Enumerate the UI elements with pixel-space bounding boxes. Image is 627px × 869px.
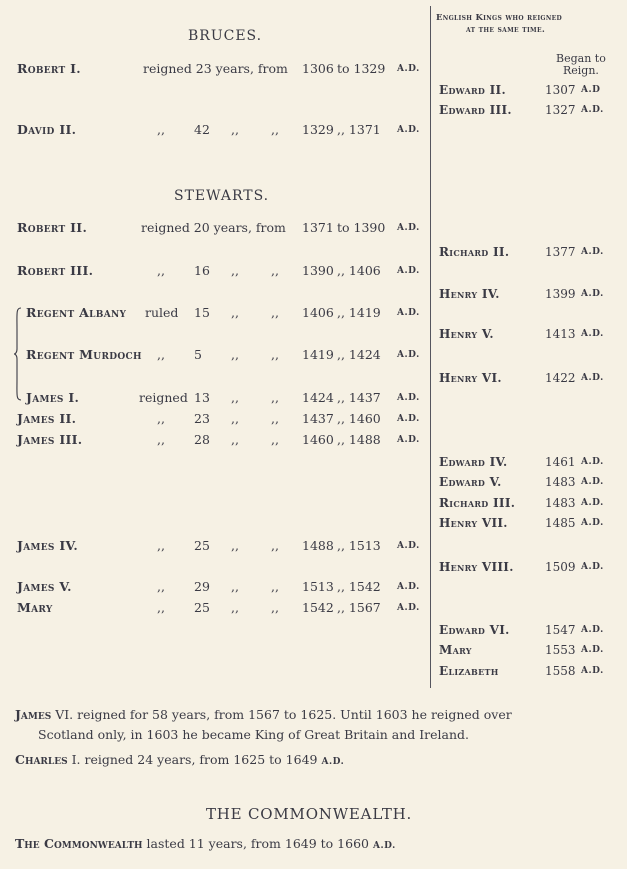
regency-brace <box>14 307 22 401</box>
scottish-name: James III. <box>17 432 83 447</box>
english-ad: A.D. <box>581 477 604 487</box>
scottish-ditto-2: ,, <box>271 579 279 594</box>
scottish-years: 13 <box>194 390 210 405</box>
scottish-ditto-1: ,, <box>231 538 239 553</box>
english-year: 1547 <box>545 623 576 637</box>
scottish-from: 1390 <box>302 263 334 278</box>
scottish-to: ,, 1542 <box>337 579 381 594</box>
english-name: Edward III. <box>439 103 512 117</box>
english-name: Mary <box>439 643 472 657</box>
scottish-to: to 1329 <box>337 61 386 76</box>
scottish-name: James I. <box>26 390 80 405</box>
english-year: 1483 <box>545 475 576 489</box>
english-year: 1558 <box>545 664 576 678</box>
header-began-to: Began to <box>556 52 606 65</box>
scottish-ad: A.D. <box>397 308 420 318</box>
scottish-ditto-2: ,, <box>271 122 279 137</box>
scottish-verb: ,, <box>157 432 165 447</box>
charles-name: Charles <box>15 752 68 767</box>
scottish-from: 1306 <box>302 61 334 76</box>
english-name: Elizabeth <box>439 664 499 678</box>
scottish-name: James II. <box>17 411 77 426</box>
scottish-from: 1406 <box>302 305 334 320</box>
english-year: 1553 <box>545 643 576 657</box>
scottish-to: ,, 1371 <box>337 122 381 137</box>
james-vi-name: James <box>15 707 52 722</box>
english-name: Edward II. <box>439 83 506 97</box>
scottish-ad: A.D. <box>397 350 420 360</box>
scottish-years: 25 <box>194 600 210 615</box>
scottish-name: Robert II. <box>17 220 88 235</box>
scottish-ad: A.D. <box>397 582 420 592</box>
scottish-to: ,, 1513 <box>337 538 381 553</box>
scottish-ad: A.D. <box>397 223 420 233</box>
scottish-ditto-1: ,, <box>231 390 239 405</box>
scottish-name: Robert III. <box>17 263 94 278</box>
english-ad: A.D. <box>581 645 604 655</box>
scottish-ditto-1: ,, <box>231 600 239 615</box>
title-commonwealth: THE COMMONWEALTH. <box>206 805 413 823</box>
scottish-ad: A.D. <box>397 64 420 74</box>
english-name: Richard II. <box>439 245 510 259</box>
english-ad: A.D. <box>581 498 604 508</box>
scottish-from: 1371 <box>302 220 334 235</box>
commonwealth-line <box>15 834 396 856</box>
scottish-ditto-1: ,, <box>231 347 239 362</box>
english-name: Henry VI. <box>439 371 502 385</box>
scottish-ditto-2: ,, <box>271 538 279 553</box>
james-vi-line2: Scotland only, in 1603 he became King of Great Britain and Ireland. <box>38 727 470 742</box>
scottish-name: Robert I. <box>17 61 81 76</box>
scottish-ditto-2: ,, <box>271 432 279 447</box>
scottish-years: 15 <box>194 305 210 320</box>
english-name: Henry VII. <box>439 516 508 530</box>
charles-ad: A.D. <box>321 757 345 767</box>
james-vi-text: VI. reigned for 58 years, from 1567 to 1625. Until 1603 he reigned over <box>55 707 512 722</box>
charles-text: I. reigned 24 years, from 1625 to 1649 <box>71 752 318 767</box>
english-year: 1399 <box>545 287 576 301</box>
scottish-name: Regent Murdoch <box>26 347 142 362</box>
english-ad: A.D. <box>581 373 604 383</box>
scottish-verb: ,, <box>157 122 165 137</box>
english-name: Edward V. <box>439 475 502 489</box>
english-ad: A.D. <box>581 329 604 339</box>
scottish-to: to 1390 <box>337 220 386 235</box>
scottish-years: 29 <box>194 579 210 594</box>
scottish-ad: A.D. <box>397 414 420 424</box>
english-name: Edward VI. <box>439 623 510 637</box>
scottish-ad: A.D. <box>397 266 420 276</box>
scottish-ad: A.D. <box>397 125 420 135</box>
scottish-ditto-2: ,, <box>271 347 279 362</box>
scottish-to: ,, 1567 <box>337 600 381 615</box>
scottish-from: 1542 <box>302 600 334 615</box>
english-ad: A.D. <box>581 518 604 528</box>
scottish-from: 1437 <box>302 411 334 426</box>
english-name: Henry V. <box>439 327 494 341</box>
scottish-to: ,, 1488 <box>337 432 381 447</box>
scottish-verb: ,, <box>157 538 165 553</box>
charles-i-line <box>15 750 344 772</box>
english-year: 1413 <box>545 327 576 341</box>
english-ad: A.D. <box>581 457 604 467</box>
english-year: 1377 <box>545 245 576 259</box>
scottish-ditto-1: ,, <box>231 579 239 594</box>
scottish-name: David II. <box>17 122 77 137</box>
scottish-verb: reigned 23 years, from <box>143 61 288 76</box>
scottish-name: James V. <box>17 579 72 594</box>
scottish-years: 28 <box>194 432 210 447</box>
scottish-ad: A.D. <box>397 393 420 403</box>
scottish-to: ,, 1419 <box>337 305 381 320</box>
scottish-years: 23 <box>194 411 210 426</box>
scottish-from: 1460 <box>302 432 334 447</box>
english-ad: A.D. <box>581 105 604 115</box>
english-year: 1307 <box>545 83 576 97</box>
english-year: 1509 <box>545 560 576 574</box>
scottish-ditto-1: ,, <box>231 305 239 320</box>
scottish-verb: ruled <box>145 305 179 320</box>
header-same-time: at the same time. <box>466 25 546 35</box>
scottish-years: 25 <box>194 538 210 553</box>
scottish-ad: A.D. <box>397 435 420 445</box>
english-year: 1485 <box>545 516 576 530</box>
english-ad: A.D. <box>581 289 604 299</box>
title-stewarts: STEWARTS. <box>174 188 270 204</box>
english-name: Edward IV. <box>439 455 508 469</box>
english-ad: A.D <box>581 85 601 95</box>
scottish-ditto-2: ,, <box>271 390 279 405</box>
scottish-ditto-2: ,, <box>271 305 279 320</box>
commonwealth-ad: A.D. <box>372 841 396 851</box>
english-name: Richard III. <box>439 496 516 510</box>
scottish-to: ,, 1406 <box>337 263 381 278</box>
scottish-ditto-2: ,, <box>271 411 279 426</box>
english-year: 1483 <box>545 496 576 510</box>
column-divider <box>430 6 431 688</box>
scottish-verb: reigned 20 years, from <box>141 220 286 235</box>
english-ad: A.D. <box>581 562 604 572</box>
scottish-ad: A.D. <box>397 541 420 551</box>
commonwealth-text: lasted 11 years, from 1649 to 1660 <box>146 836 369 851</box>
scottish-verb: ,, <box>157 263 165 278</box>
scottish-from: 1488 <box>302 538 334 553</box>
scottish-years: 42 <box>194 122 210 137</box>
scottish-verb: ,, <box>157 411 165 426</box>
james-vi-line1 <box>15 705 512 725</box>
scottish-to: ,, 1437 <box>337 390 381 405</box>
scottish-from: 1329 <box>302 122 334 137</box>
scottish-ditto-1: ,, <box>231 432 239 447</box>
scottish-ditto-1: ,, <box>231 263 239 278</box>
title-bruces: BRUCES. <box>188 28 263 44</box>
scottish-ad: A.D. <box>397 603 420 613</box>
scottish-from: 1424 <box>302 390 334 405</box>
scottish-name: James IV. <box>17 538 78 553</box>
scottish-to: ,, 1460 <box>337 411 381 426</box>
scottish-verb: ,, <box>157 579 165 594</box>
scottish-name: Mary <box>17 600 53 615</box>
english-name: Henry VIII. <box>439 560 514 574</box>
english-year: 1422 <box>545 371 576 385</box>
header-english-kings: English Kings who reigned <box>436 13 563 23</box>
english-ad: A.D. <box>581 625 604 635</box>
scottish-to: ,, 1424 <box>337 347 381 362</box>
scottish-years: 16 <box>194 263 210 278</box>
scottish-name: Regent Albany <box>26 305 127 320</box>
scottish-years: 5 <box>194 347 202 362</box>
english-year: 1327 <box>545 103 576 117</box>
scottish-verb: reigned <box>139 390 188 405</box>
scottish-ditto-2: ,, <box>271 600 279 615</box>
commonwealth-name: The Commonwealth <box>15 836 143 851</box>
scottish-from: 1513 <box>302 579 334 594</box>
english-ad: A.D. <box>581 247 604 257</box>
header-reign: Reign. <box>563 64 599 77</box>
english-ad: A.D. <box>581 666 604 676</box>
scottish-verb: ,, <box>157 347 165 362</box>
scottish-ditto-1: ,, <box>231 411 239 426</box>
scottish-ditto-2: ,, <box>271 263 279 278</box>
scottish-from: 1419 <box>302 347 334 362</box>
scottish-verb: ,, <box>157 600 165 615</box>
english-year: 1461 <box>545 455 576 469</box>
scottish-ditto-1: ,, <box>231 122 239 137</box>
english-name: Henry IV. <box>439 287 500 301</box>
